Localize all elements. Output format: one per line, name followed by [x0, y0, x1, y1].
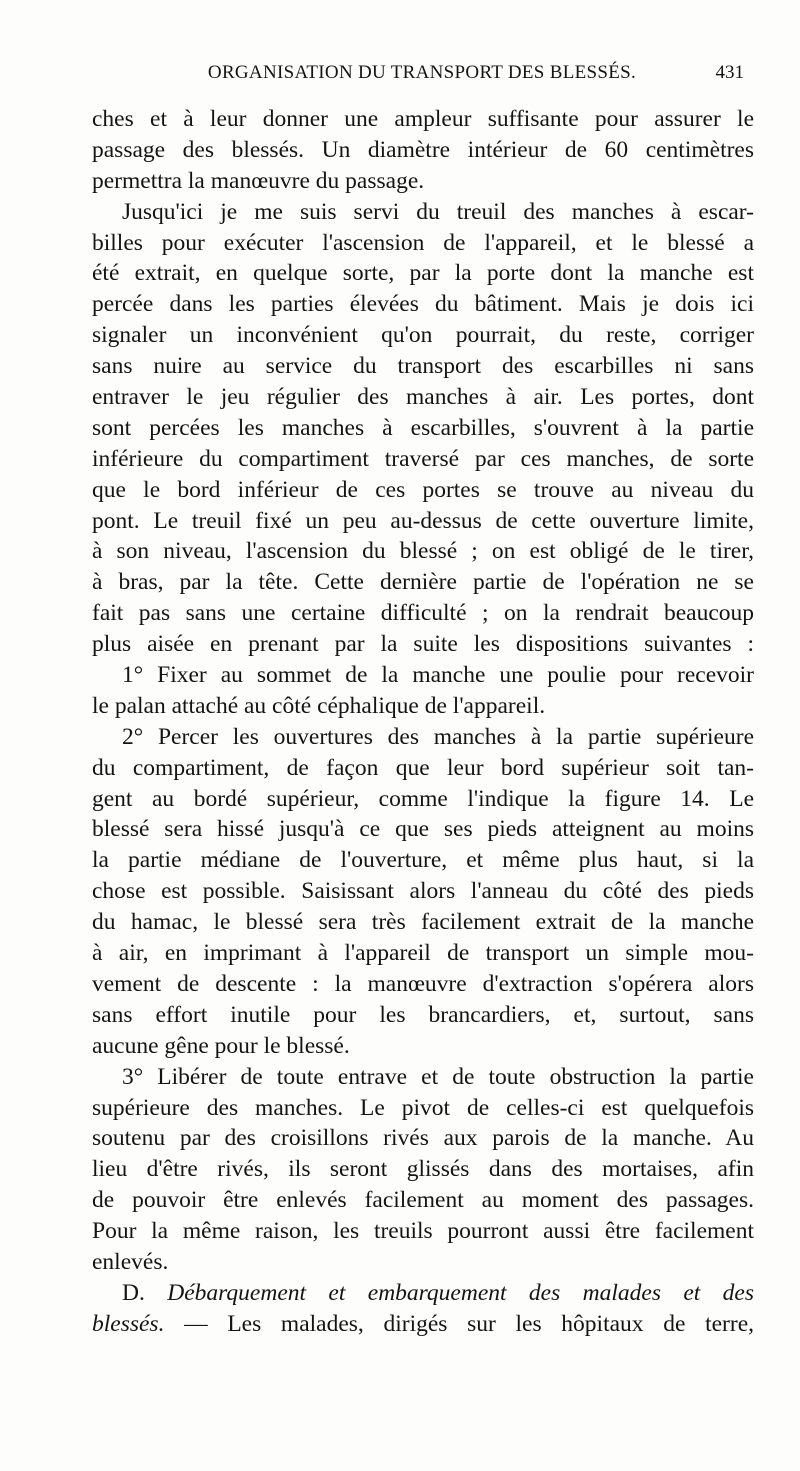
page-number: 431: [715, 62, 744, 83]
text-line: la partie médiane de l'ouverture, et même plus haut, si la: [92, 847, 754, 874]
text-line: sont percées les manches à escarbilles, s'ouvrent à la partie: [92, 414, 754, 441]
text-line: billes pour exécuter l'ascension de l'appareil, et le blessé a: [92, 229, 754, 256]
text-line: gent au bordé supérieur, comme l'indique la figure 14. Le: [92, 785, 754, 812]
text-line: enlevés.: [92, 1248, 169, 1275]
text-line: entraver le jeu régulier des manches à air. Les portes, dont: [92, 384, 754, 411]
text-line: le palan attaché au côté céphalique de l'appareil.: [92, 692, 546, 719]
section-heading: Débarquement et embarquement des malades et des: [167, 1279, 754, 1306]
text-line: été extrait, en quelque sorte, par la porte dont la manche est: [92, 260, 754, 287]
text-line: ches et à leur donner une ampleur suffisante pour assurer le: [92, 106, 754, 132]
text-line: 2° Percer les ouvertures des manches à la partie supérieure: [122, 723, 754, 750]
text-line: Jusqu'ici je me suis servi du treuil des manches à escar-: [122, 198, 754, 225]
text-line: 1° Fixer au sommet de la manche une poulie pour recevoir: [122, 662, 754, 689]
text-line: signaler un inconvénient qu'on pourrait, du reste, corriger: [92, 322, 754, 349]
text-line: 3° Libérer de toute entrave et de toute obstruction la partie: [122, 1063, 754, 1090]
text-line: aucune gêne pour le blessé.: [92, 1032, 350, 1059]
section-text: — Les malades, dirigés sur les hôpitaux de terre,: [184, 1310, 754, 1337]
running-title: ORGANISATION DU TRANSPORT DES BLESSÉS.: [207, 62, 637, 83]
text-line: supérieure des manches. Le pivot de celles-ci est quelquefois: [92, 1094, 754, 1121]
text-line: soutenu par des croisillons rivés aux parois de la manche. Au: [92, 1125, 754, 1152]
text-line: pont. Le treuil fixé un peu au-dessus de cette ouverture limite,: [92, 507, 754, 534]
text-line: chose est possible. Saisissant alors l'anneau du côté des pieds: [92, 878, 754, 905]
section-heading-continued: blessés.: [92, 1310, 165, 1337]
text-line: permettra la manœuvre du passage.: [92, 167, 425, 194]
text-line: du hamac, le blessé sera très facilement extrait de la manche: [92, 909, 754, 936]
text-line: inférieure du compartiment traversé par ces manches, de sorte: [92, 445, 754, 472]
running-header: [92, 62, 752, 90]
text-line: plus aisée en prenant par la suite les dispositions suivantes :: [92, 631, 754, 658]
section-heading-line: [92, 1278, 754, 1309]
text-line: du compartiment, de façon que leur bord supérieur soit tan-: [92, 754, 754, 781]
text-line: percée dans les parties élevées du bâtiment. Mais je dois ici: [92, 291, 754, 318]
text-line: lieu d'être rivés, ils seront glissés dans des mortaises, afin: [92, 1156, 754, 1183]
text-line: à air, en imprimant à l'appareil de transport un simple mou-: [92, 940, 754, 967]
text-line: fait pas sans une certaine difficulté ; on la rendrait beaucoup: [92, 600, 754, 627]
text-line: à son niveau, l'ascension du blessé ; on est obligé de le tirer,: [92, 538, 754, 565]
text-line: à bras, par la tête. Cette dernière partie de l'opération ne se: [92, 569, 754, 596]
text-line: de pouvoir être enlevés facilement au moment des passages.: [92, 1187, 754, 1214]
text-line: vement de descente : la manœuvre d'extraction s'opérera alors: [92, 970, 754, 997]
section-marker: D.: [122, 1279, 145, 1306]
text-line: [92, 1309, 754, 1340]
text-line: blessé sera hissé jusqu'à ce que ses pieds atteignent au moins: [92, 816, 754, 843]
text-line: passage des blessés. Un diamètre intérieur de 60 centimètres: [92, 136, 754, 163]
text-line: que le bord inférieur de ces portes se trouve au niveau du: [92, 476, 754, 503]
text-line: sans nuire au service du transport des escarbilles ni sans: [92, 353, 754, 380]
body-text: [92, 104, 754, 1340]
text-line: Pour la même raison, les treuils pourront aussi être facilement: [92, 1218, 754, 1245]
text-line: sans effort inutile pour les brancardiers, et, surtout, sans: [92, 1001, 754, 1028]
